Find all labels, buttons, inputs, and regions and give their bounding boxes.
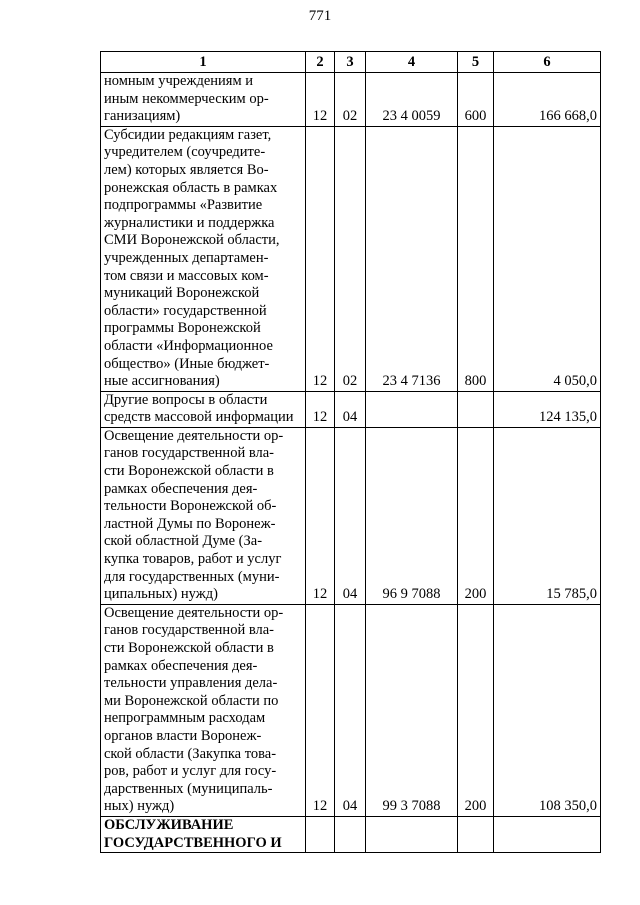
page-number: 771	[308, 8, 332, 24]
description-line: области» государственной	[104, 302, 267, 319]
table-row	[101, 126, 601, 391]
subsection-cell: 04	[335, 604, 366, 816]
description-line: Освещение деятельности ор-	[104, 427, 284, 444]
expense-type-cell: 800	[458, 126, 494, 391]
description-line: непрограммным расходам	[104, 710, 266, 727]
description-line: сти Воронежской области в	[104, 463, 274, 480]
description-cell	[101, 126, 306, 391]
column-header-description: 1	[101, 52, 306, 73]
description-line: ных) нужд)	[104, 798, 175, 815]
description-line: для государственных (муни-	[104, 568, 280, 585]
section-cell: 12	[306, 73, 335, 127]
description-line: СМИ Воронежской области,	[104, 232, 280, 249]
description-line: ров, работ и услуг для госу-	[104, 763, 277, 780]
section-heading-line: ОБСЛУЖИВАНИЕ	[104, 816, 234, 833]
description-line: подпрограммы «Развитие	[104, 197, 263, 214]
description-line: ронежская область в рамках	[104, 179, 278, 196]
description-line: ми Воронежской области по	[104, 692, 279, 709]
amount-cell: 166 668,0	[494, 73, 601, 127]
description-line: иным некоммерческим ор-	[104, 90, 269, 107]
description-line: журналистики и поддержка	[104, 214, 275, 231]
description-line: программы Воронежской	[104, 320, 261, 337]
section-heading-cell	[101, 816, 306, 852]
subsection-cell: 04	[335, 427, 366, 604]
description-line: рамках обеспечения дея-	[104, 480, 258, 497]
target-article-cell: 99 3 7088	[366, 604, 458, 816]
column-header-target-article: 4	[366, 52, 458, 73]
description-line: купка товаров, работ и услуг	[104, 551, 282, 568]
description-line: рамках обеспечения дея-	[104, 657, 258, 674]
description-line: номным учреждениям и	[104, 73, 254, 89]
target-article-cell: 23 4 7136	[366, 126, 458, 391]
description-line: ской области (Закупка това-	[104, 745, 277, 762]
table-row	[101, 427, 601, 604]
amount-cell: 15 785,0	[494, 427, 601, 604]
empty-cell	[366, 816, 458, 852]
target-article-cell: 96 9 7088	[366, 427, 458, 604]
subsection-cell: 02	[335, 73, 366, 127]
target-article-cell	[366, 391, 458, 427]
description-line: муникаций Воронежской	[104, 285, 260, 302]
description-cell	[101, 73, 306, 127]
empty-cell	[458, 816, 494, 852]
description-line: лем) которых является Во-	[104, 161, 269, 178]
target-article-cell: 23 4 0059	[366, 73, 458, 127]
column-header-section: 2	[306, 52, 335, 73]
expense-type-cell: 200	[458, 427, 494, 604]
table-body	[101, 73, 601, 853]
section-cell: 12	[306, 391, 335, 427]
budget-table	[100, 51, 601, 853]
amount-cell: 4 050,0	[494, 126, 601, 391]
table-row	[101, 73, 601, 127]
column-header-subsection: 3	[335, 52, 366, 73]
description-line: тельности управления дела-	[104, 675, 278, 692]
section-heading-line: ГОСУДАРСТВЕННОГО И	[104, 834, 282, 851]
description-line: Другие вопросы в области	[104, 391, 268, 408]
table-row	[101, 604, 601, 816]
description-line: ные ассигнования)	[104, 373, 220, 390]
table-row	[101, 391, 601, 427]
description-cell	[101, 427, 306, 604]
description-line: ской областной Думе (За-	[104, 533, 263, 550]
expense-type-cell	[458, 391, 494, 427]
column-header-row	[101, 52, 601, 73]
description-line: области «Информационное	[104, 337, 273, 354]
description-line: ганов государственной вла-	[104, 445, 274, 462]
description-line: ганов государственной вла-	[104, 622, 274, 639]
description-line: тельности Воронежской об-	[104, 498, 277, 515]
expense-type-cell: 200	[458, 604, 494, 816]
description-line: ластной Думы по Воронеж-	[104, 515, 276, 532]
column-header-amount: 6	[494, 52, 601, 73]
description-line: учредителем (соучредите-	[104, 144, 266, 161]
column-header-expense-type: 5	[458, 52, 494, 73]
empty-cell	[306, 816, 335, 852]
description-line: органов власти Воронеж-	[104, 727, 262, 744]
description-line: ципальных) нужд)	[104, 586, 218, 603]
expense-type-cell: 600	[458, 73, 494, 127]
empty-cell	[335, 816, 366, 852]
description-line: средств массовой информации	[104, 409, 294, 426]
section-cell: 12	[306, 126, 335, 391]
amount-cell: 108 350,0	[494, 604, 601, 816]
description-line: дарственных (муниципаль-	[104, 780, 273, 797]
description-line: учрежденных департамен-	[104, 249, 269, 266]
amount-cell: 124 135,0	[494, 391, 601, 427]
section-heading-row	[101, 816, 601, 852]
empty-cell	[494, 816, 601, 852]
description-line: ганизациям)	[104, 108, 181, 125]
section-cell: 12	[306, 427, 335, 604]
description-cell	[101, 391, 306, 427]
description-line: том связи и массовых ком-	[104, 267, 269, 284]
description-line: Субсидии редакциям газет,	[104, 126, 272, 143]
subsection-cell: 02	[335, 126, 366, 391]
section-cell: 12	[306, 604, 335, 816]
subsection-cell: 04	[335, 391, 366, 427]
description-line: общество» (Иные бюджет-	[104, 355, 270, 372]
description-line: сти Воронежской области в	[104, 640, 274, 656]
description-line: Освещение деятельности ор-	[104, 604, 284, 621]
description-cell	[101, 604, 306, 816]
